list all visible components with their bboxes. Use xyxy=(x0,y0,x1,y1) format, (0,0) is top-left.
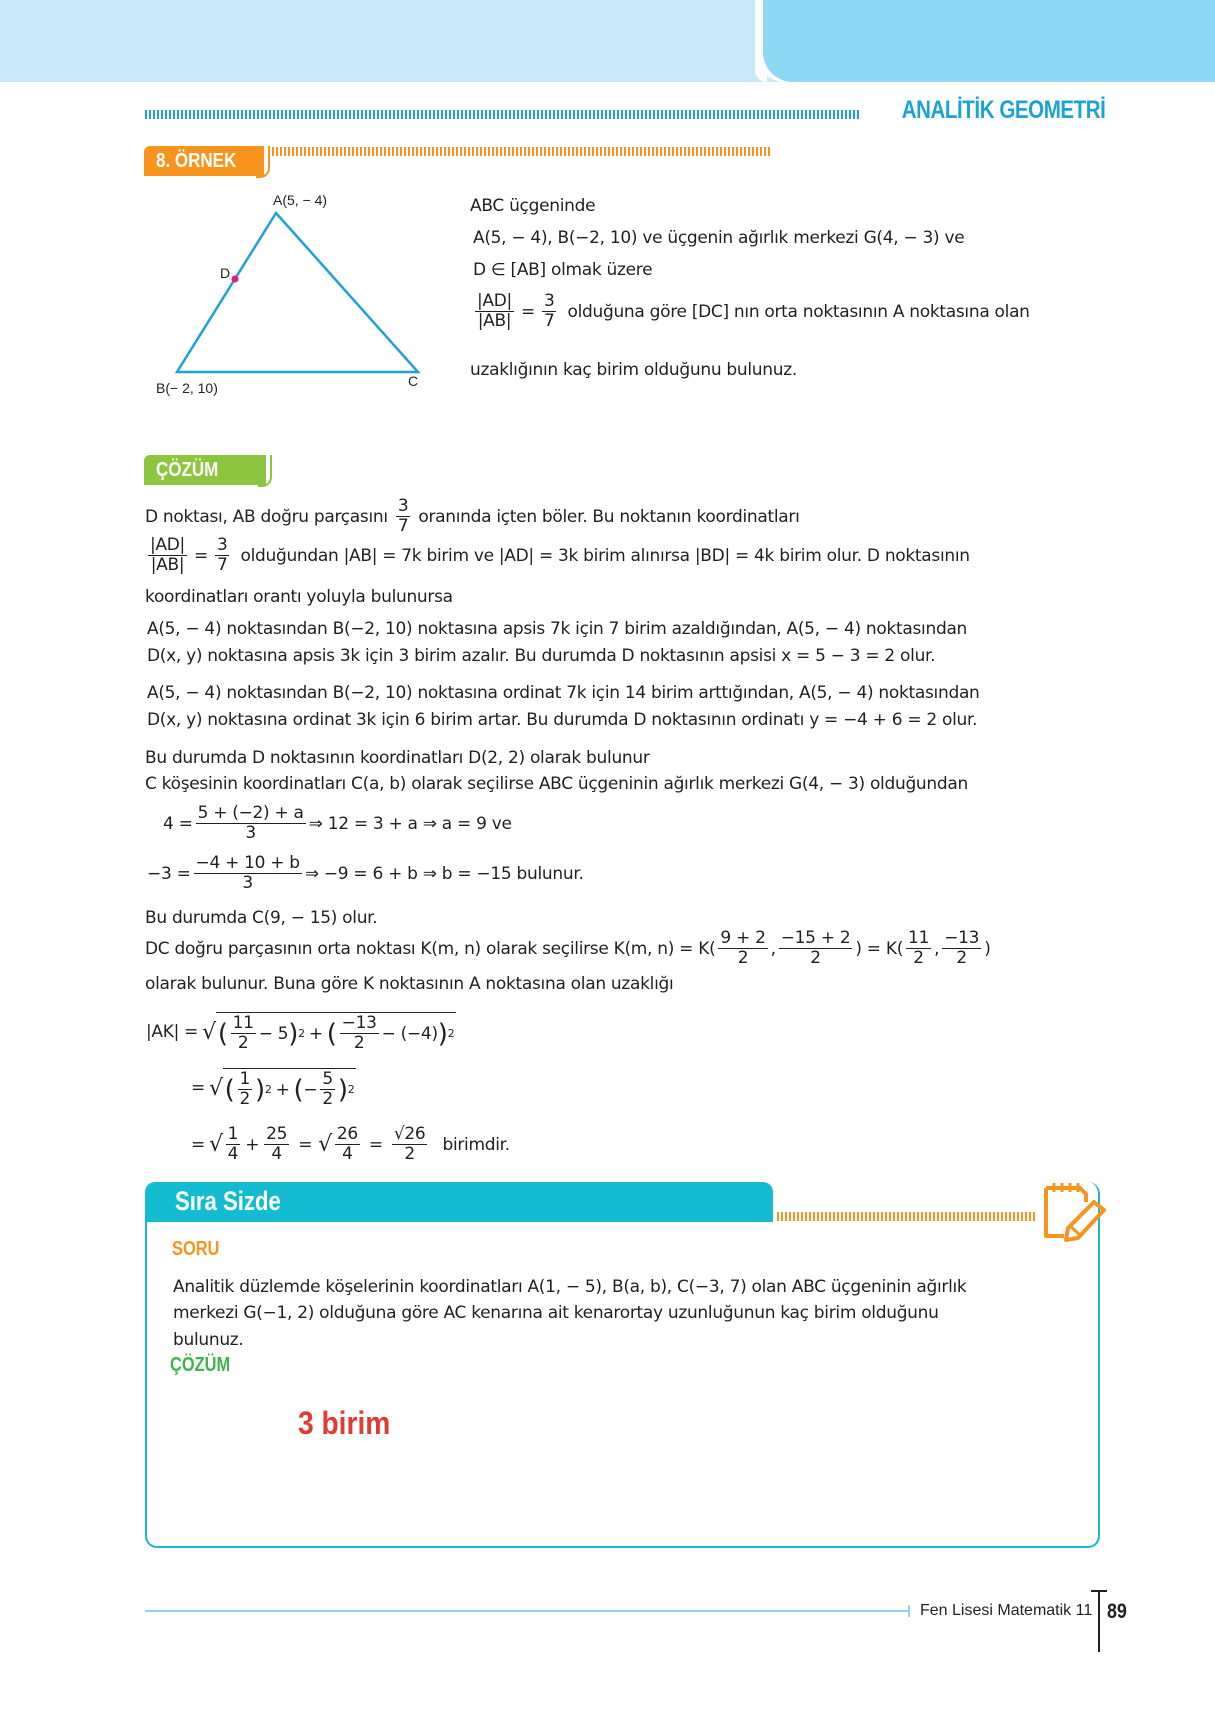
ak-line-3: = √ $\frac{1}{4}$ + $\frac{25}{4}$ = √ $\frac{26}{4}$ = $\frac{√26}{2}$ birimdir. xyxy=(191,1124,510,1164)
question-line-5: uzaklığının kaç birim olduğunu bulunuz. xyxy=(470,360,797,380)
solution-tag-label: ÇÖZÜM xyxy=(156,459,219,481)
solution-p4: A(5, − 4) noktasından B(−2, 10) noktasına apsis 7k için 7 birim azaldığından, A(5, − 4) noktasından xyxy=(147,619,968,639)
exponent: 2 xyxy=(447,1027,455,1040)
frac-denominator: 2 xyxy=(322,1089,333,1109)
eq2-lhs: −3 = xyxy=(147,863,191,884)
practice-question-line-1: Analitik düzlemde köşelerinin koordinatları A(1, − 5), B(a, b), C(−3, 7) olan ABC üçgeninin ağırlık xyxy=(173,1277,967,1297)
label-d: D xyxy=(220,265,231,281)
frac-denominator: 4 xyxy=(342,1144,353,1164)
chapter-title: ANALİTİK GEOMETRİ xyxy=(901,96,1105,124)
eq2-fraction xyxy=(194,855,302,892)
term-rest: − (−4) xyxy=(381,1023,438,1044)
eq1-rest: ⇒ 12 = 3 + a ⇒ a = 9 ve xyxy=(308,813,512,834)
solution-p1-a: D noktası, AB doğru parçasını xyxy=(145,506,388,527)
solution-p11 xyxy=(145,930,991,967)
solution-p9: C köşesinin koordinatları C(a, b) olarak seçilirse ABC üçgeninin ağırlık merkezi G(4, − 3) olduğundan xyxy=(145,774,968,794)
frac-numerator: −4 + 10 + b xyxy=(195,853,300,873)
frac-11-2 xyxy=(231,1015,256,1052)
label-a: A(5, − 4) xyxy=(273,192,328,208)
example-tag-label: 8. ÖRNEK xyxy=(156,150,237,172)
frac-numerator: |AD| xyxy=(150,535,185,555)
frac-denominator: 7 xyxy=(397,516,409,536)
solution-p3: koordinatları orantı yoluyla bulunursa xyxy=(145,587,453,607)
frac-minus13-2 xyxy=(340,1015,379,1052)
frac-25-4 xyxy=(264,1126,289,1163)
equals-sign: = xyxy=(191,1078,205,1098)
point-d-marker xyxy=(232,276,239,283)
frac-numerator: 11 xyxy=(232,1013,254,1033)
frac-numerator: −13 xyxy=(944,928,980,948)
equation-a xyxy=(163,805,512,842)
question-line-4-rest: olduğuna göre [DC] nın orta noktasının A noktasına olan xyxy=(567,301,1030,322)
frac-numerator: −15 + 2 xyxy=(780,928,851,948)
chapter-row xyxy=(145,96,1105,126)
frac-11-2 xyxy=(906,930,931,967)
frac-minus13-2 xyxy=(942,930,981,967)
question-label: SORU xyxy=(172,1238,220,1260)
frac-numerator: 1 xyxy=(227,1124,239,1144)
page-number: 89 xyxy=(1107,1600,1127,1623)
exponent: 2 xyxy=(347,1083,355,1096)
question-line-4 xyxy=(472,293,1030,330)
book-title: Fen Lisesi Matematik 11 xyxy=(920,1602,1093,1619)
frac-denominator: 2 xyxy=(956,948,967,968)
ratio-3-7 xyxy=(542,293,557,330)
practice-box xyxy=(145,1182,1100,1548)
comma: , xyxy=(934,938,940,959)
comma: , xyxy=(770,938,776,959)
eq1-lhs: 4 = xyxy=(163,813,193,834)
unit-label: birimdir. xyxy=(442,1134,510,1155)
frac-numerator: 5 + (−2) + a xyxy=(197,803,304,823)
solution-p7: D(x, y) noktasına ordinat 3k için 6 birim artar. Bu durumda D noktasının ordinatı y = −4 + 6 = 2 olur. xyxy=(147,710,978,730)
frac-numerator: 9 + 2 xyxy=(720,928,766,948)
frac-numerator: 3 xyxy=(543,291,555,311)
frac-numerator: 3 xyxy=(216,535,228,555)
frac-minus15-plus-2 xyxy=(779,930,853,967)
sqrt-body: ( $\frac{11}{2}$ − 5 ) 2 + ( $\frac{-13}{2}$ − (−4) ) 2 xyxy=(217,1013,455,1053)
chapter-dash-divider xyxy=(145,110,860,119)
equals-sign: = xyxy=(191,1134,205,1155)
frac-denominator: 3 xyxy=(245,823,256,843)
footer-divider xyxy=(1098,1590,1100,1652)
sqrt-icon: √ xyxy=(208,1075,223,1101)
solution-p10: Bu durumda C(9, − 15) olur. xyxy=(145,908,378,928)
frac-denominator: 7 xyxy=(543,311,555,331)
frac-5-2 xyxy=(320,1071,335,1108)
term-rest: − 5 xyxy=(258,1023,289,1044)
frac-numerator: 5 xyxy=(322,1069,333,1089)
frac-numerator: 26 xyxy=(336,1124,358,1144)
ak-line-2 xyxy=(191,1068,356,1108)
frac-denominator: 4 xyxy=(271,1144,282,1164)
practice-dash-divider xyxy=(777,1212,1035,1221)
ratio-3-7 xyxy=(396,498,411,535)
eq2-rest: ⇒ −9 = 6 + b ⇒ b = −15 bulunur. xyxy=(304,863,584,884)
frac-denominator: 2 xyxy=(404,1144,415,1164)
eq1-fraction xyxy=(196,805,306,842)
triangle-diagram xyxy=(140,180,480,410)
frac-denominator: 2 xyxy=(913,948,924,968)
frac-numerator: 3 xyxy=(397,496,409,516)
frac-denominator: 3 xyxy=(242,873,253,893)
frac-1-2 xyxy=(238,1071,253,1108)
label-c: C xyxy=(408,373,419,389)
exponent: 2 xyxy=(298,1027,305,1040)
frac-denominator: 2 xyxy=(237,1033,249,1053)
sqrt-icon: √ xyxy=(208,1132,223,1157)
header-tab xyxy=(763,0,1215,82)
question-line-3: D ∈ [AB] olmak üzere xyxy=(473,260,653,280)
equation-b xyxy=(147,855,584,892)
notepad-pencil-icon xyxy=(1040,1180,1110,1242)
footer-tick xyxy=(908,1605,910,1617)
frac-denominator: 2 xyxy=(810,948,821,968)
solution-p1-b: oranında içten böler. Bu noktanın koordinatları xyxy=(418,506,800,527)
ratio-ad-ab xyxy=(148,537,187,574)
frac-denominator: 2 xyxy=(353,1033,365,1053)
solution-p1 xyxy=(145,498,800,535)
exponent: 2 xyxy=(264,1083,272,1096)
practice-answer: 3 birim xyxy=(298,1405,391,1441)
p11-end: ) xyxy=(984,938,991,959)
solution-p8: Bu durumda D noktasının koordinatları D(2, 2) olarak bulunur xyxy=(145,748,650,768)
p11-mid: ) = K( xyxy=(855,938,904,959)
sqrt-icon: √ xyxy=(202,1019,216,1045)
triangle-figure xyxy=(140,180,480,410)
frac-26-4 xyxy=(335,1126,360,1163)
ak-label: |AK| = xyxy=(146,1022,199,1042)
frac-1-4 xyxy=(226,1126,241,1163)
footer-line xyxy=(145,1610,910,1612)
practice-question-line-2: merkezi G(−1, 2) olduğuna göre AC kenarına ait kenarortay uzunluğunun kaç birim olduğunu xyxy=(173,1303,939,1323)
practice-title: Sıra Sizde xyxy=(175,1186,281,1216)
solution-p6: A(5, − 4) noktasından B(−2, 10) noktasına ordinat 7k için 14 birim arttığından, A(5, − 4) noktasından xyxy=(147,683,980,703)
ratio-ad-ab xyxy=(475,293,514,330)
p11-a: DC doğru parçasının orta noktası K(m, n) olarak seçilirse K(m, n) = K( xyxy=(145,938,716,959)
frac-9-plus-2 xyxy=(718,930,767,967)
equals-sign: = xyxy=(193,545,208,566)
practice-question-line-3: bulunuz. xyxy=(173,1330,244,1350)
frac-numerator: −13 xyxy=(341,1013,377,1033)
frac-denominator: 2 xyxy=(239,1089,251,1109)
practice-solution-label: ÇÖZÜM xyxy=(170,1354,231,1376)
example-dash-divider xyxy=(272,147,772,156)
frac-denominator: 4 xyxy=(227,1144,239,1164)
frac-denominator: 2 xyxy=(737,948,749,968)
question-line-1: ABC üçgeninde xyxy=(470,196,596,216)
sqrt-icon: √ xyxy=(318,1132,332,1157)
frac-numerator: 25 xyxy=(266,1124,288,1144)
frac-denominator: 7 xyxy=(216,555,228,575)
solution-p2-rest: olduğundan |AB| = 7k birim ve |AD| = 3k birim alınırsa |BD| = 4k birim olur. D noktasının xyxy=(240,545,970,566)
frac-denominator: |AB| xyxy=(477,311,512,331)
frac-numerator: |AD| xyxy=(477,291,512,311)
frac-denominator: |AB| xyxy=(150,555,185,575)
frac-sqrt26-2 xyxy=(392,1126,428,1163)
example-tag xyxy=(144,146,264,176)
solution-p12: olarak bulunur. Buna göre K noktasının A noktasına olan uzaklığı xyxy=(145,974,674,994)
label-b: B(− 2, 10) xyxy=(156,380,218,396)
solution-tag xyxy=(144,455,266,485)
ak-line-1 xyxy=(146,1012,456,1052)
frac-numerator: 1 xyxy=(239,1069,251,1089)
solution-p2 xyxy=(145,537,970,574)
ratio-3-7 xyxy=(215,537,230,574)
frac-numerator: √26 xyxy=(393,1124,426,1144)
equals-sign: = xyxy=(520,301,535,322)
sqrt-body: ( $\frac{1}{2}$ ) 2 + ( − $\frac{5}{2}$ ) 2 xyxy=(224,1069,355,1109)
question-line-2: A(5, − 4), B(−2, 10) ve üçgenin ağırlık merkezi G(4, − 3) ve xyxy=(473,228,965,248)
solution-p5: D(x, y) noktasına apsis 3k için 3 birim azalır. Bu durumda D noktasının apsisi x = 5 − 3 = 2 olur. xyxy=(147,646,936,666)
frac-numerator: 11 xyxy=(908,928,930,948)
